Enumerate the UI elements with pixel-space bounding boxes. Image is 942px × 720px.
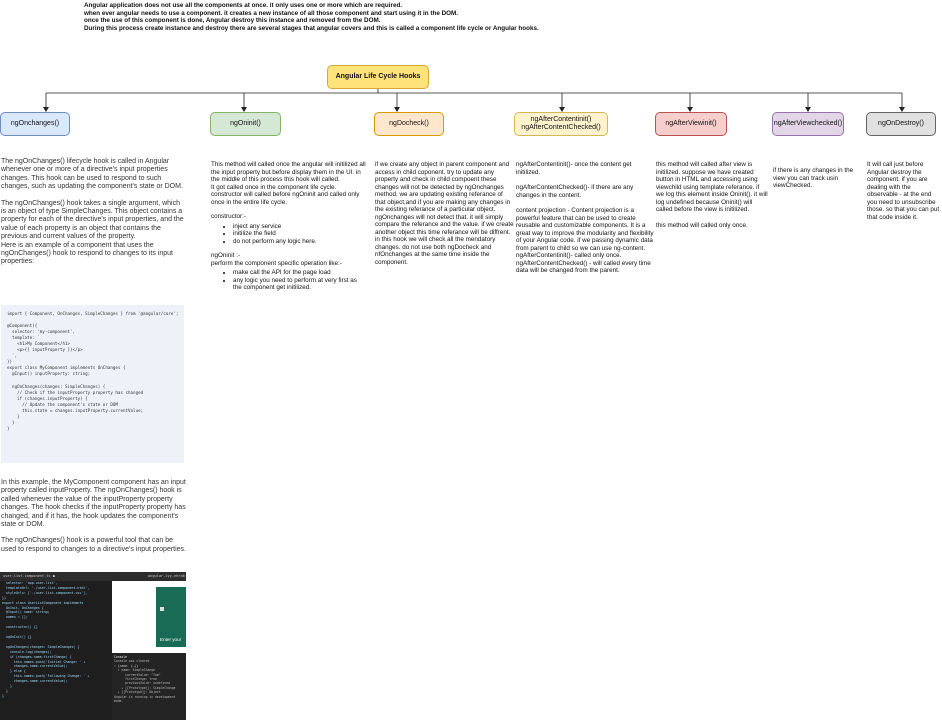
ide-console	[112, 653, 186, 720]
editor-line: styleUrls: ['./user-list.component.css'],	[2, 590, 88, 595]
console-line: ▸ [[Prototype]]: SimpleChange	[114, 685, 176, 690]
editor-line: templateUrl: './user-list.component.html',	[2, 585, 90, 590]
code-line: })	[7, 359, 13, 365]
paragraph: ngAfterContentChecked()- if there are any changes in the content.	[516, 184, 634, 199]
code-line: template: `	[7, 335, 40, 341]
paragraph: constructor will called before ngOninit and called only once in the entire life cycle.	[211, 191, 360, 206]
list-item: • inject any service	[233, 223, 367, 231]
intro-line: Angular application does not use all the components at once. it only uses one or more which are required.	[84, 2, 403, 9]
list-item: • do not perform any logic here.	[233, 238, 367, 246]
editor-line: console.log(changes);	[2, 649, 52, 654]
ide-preview	[112, 581, 186, 653]
console-line: firstChange: true	[114, 677, 157, 682]
code-line: @Input() inputProperty: string;	[7, 371, 91, 377]
ide-url: angular-ivy-nhrdb	[148, 574, 185, 578]
console-line: currentValue: "Tom"	[114, 672, 161, 677]
hook-node-ngafterviewchecked: ngAfterViewchecked()	[772, 112, 844, 136]
list-item: • make call the API for the page load	[233, 269, 367, 277]
console-line: Console was cleared	[114, 659, 150, 664]
console-line: Angular is running in development	[114, 694, 176, 699]
ide-tab[interactable]: user-list.component.ts ●	[3, 574, 55, 578]
console-line: previousValue: undefined	[114, 681, 170, 686]
code-line: }	[7, 419, 15, 425]
hook-node-ngonchanges: ngOnchanges()	[0, 112, 70, 136]
ide-editor[interactable]	[0, 581, 114, 720]
preview-panel	[156, 587, 186, 647]
ide-tab-bar	[0, 572, 186, 581]
intro-line: when ever angular needs to use a component. it creates a new instance of all those component and start using it in the DOM.	[84, 9, 459, 17]
preview-text: Enter your	[160, 637, 182, 642]
editor-line: constructor() {}	[2, 625, 38, 630]
intro-line: During this process create instance and destroy there are several stages that angular covers and this is called a component life cycle or Angular hooks.	[84, 24, 539, 32]
console-title: Console	[114, 655, 128, 659]
code-line: <p>{{ inputProperty }}</p>	[7, 347, 83, 353]
editor-line: names = [];	[2, 615, 28, 620]
afterviewinit-description	[656, 161, 768, 229]
code-line: `,	[7, 353, 18, 359]
console-line: ▾ {name: {…}}	[114, 663, 139, 668]
constructor-title: constructor:-	[211, 213, 246, 220]
oninit-description	[211, 161, 367, 294]
paragraph: if we create any object in parent component and access in child coponent. try to update any property and check in child compoent these changes will not be detected by ngOnchanges method. we are updating existing referance of that object,and if you are making any changes in the existing referance of a particular object. ngOnchanges will not detect that. it will simply compare the referance and the value. if we create another object this time referance will be diffrent. in this hook we will check all the mendatory changes. do not use both ngDocheck and nfOnchanges at the same time inside the component.	[375, 161, 514, 266]
editor-line: }	[2, 688, 8, 693]
code-line: }	[7, 413, 20, 419]
paragraph: The ngOnChanges() hook is a powerful tool that can be used to respond to changes to a directive's input properties.	[1, 537, 187, 553]
list-item: • initilize the field	[233, 230, 367, 238]
ide-screenshot	[0, 572, 186, 720]
editor-line: ngOnChanges(changes: SimpleChanges) {	[2, 644, 80, 649]
oninit-list	[211, 269, 367, 292]
code-line: // Update the component's state or DOM	[7, 401, 118, 407]
code-line: if (changes.inputProperty) {	[7, 395, 88, 401]
paragraph: It will call just before Angular destroy the component. if you are dealing with the observable - at the end you need to unsubscribe those. so that you can put that code inside it.	[867, 161, 940, 221]
aftercontent-description	[516, 161, 654, 275]
oninit-title: ngOninit :-	[211, 252, 241, 259]
editor-line: OnInit, OnChanges {	[2, 605, 44, 610]
paragraph: Here is an example of a component that uses the ngOnChanges() hook to respond to changes to its input properties:	[1, 241, 173, 266]
code-line: export class MyComponent implements OnChanges {	[7, 365, 126, 371]
paragraph: this method will called only once.	[656, 221, 748, 229]
console-line: mode.	[114, 699, 124, 704]
hook-label: ngAfterContentChecked()	[521, 124, 601, 131]
onchanges-description	[1, 158, 186, 267]
editor-line: if (changes.name.firstChange) {	[2, 654, 72, 659]
code-line: import { Component, OnChanges, SimpleChanges } from '@angular/core';	[7, 311, 179, 316]
paragraph: if there is any changes in the view you can track usin viewChecked.	[773, 167, 854, 189]
paragraph: This method will called once the angular will initilized all the input property but before display them in the UI. in the middle of this process this hook will called.	[211, 161, 366, 183]
intro-line: once the use of this component is done, Angular destroy this instance and removed from the DOM.	[84, 17, 381, 25]
code-example	[1, 305, 184, 463]
editor-line: } else {	[2, 669, 26, 674]
editor-line: export class UserListComponent implements	[2, 600, 84, 605]
hook-label: ngAfterContentinit()	[530, 115, 592, 123]
hook-node-ngoninit: ngOninit()	[210, 112, 281, 136]
editor-line: selector: 'app-user-list',	[2, 581, 58, 585]
editor-line: @Input() name: string;	[2, 610, 50, 615]
editor-line: this.names.push('Following Change: ' +	[2, 674, 90, 679]
editor-line: }	[2, 684, 12, 689]
code-line: }	[7, 425, 10, 431]
editor-line: this.names.push('Initial Change: ' +	[2, 659, 86, 664]
docheck-description	[375, 161, 515, 266]
hook-node-ngafterviewinit: ngAfterViewinit()	[655, 112, 727, 136]
paragraph: In this example, the MyComponent component has an input property called inputProperty. The ngOnChanges() hook is called whenever the value of the inputProperty property changes. The hook checks if the inputProperty property has changed, and if it has, the hook updates the component's state or DOM.	[1, 479, 186, 529]
ondestroy-description	[867, 161, 941, 221]
console-line: ▸ [[Prototype]]: Object	[114, 690, 161, 695]
afterviewchecked-description	[773, 167, 863, 190]
editor-line: ngOnInit() {}	[2, 634, 32, 639]
paragraph: this method will called after view is initilized. suppose we have created button in HTML and accessing using viewchild using template referance. if we log this element inside Oninit(). it will log undefined because Oninit() will called before the view is initilized.	[656, 161, 768, 213]
editor-line: }	[2, 693, 4, 698]
constructor-list	[211, 223, 367, 246]
hook-node-ngaftercontent	[514, 112, 608, 136]
code-line: this.state = changes.inputProperty.currentValue;	[7, 407, 144, 413]
broken-image-icon	[160, 607, 164, 611]
list-item: • any logic you need to perform at very first as the component get initilized.	[233, 277, 367, 292]
editor-line: })	[2, 595, 6, 600]
hook-node-ngondestroy: ngOnDestroy()	[866, 112, 936, 136]
paragraph: ngAfterContentinit()- once the content get initilized.	[516, 161, 632, 176]
paragraph: The ngOnChanges() hook takes a single argument, which is an object of type SimpleChanges. This object contains a property for each of the directive's input properties, and the value of each property is an object that contains the previous and current values of the property.	[1, 199, 184, 241]
code-line: @Component({	[7, 323, 38, 329]
oninit-subtitle: perform the component specific operation like:-	[211, 259, 342, 267]
code-line: // Check if the inputProperty property has changed	[7, 389, 144, 395]
editor-line: changes.name.currentValue);	[2, 664, 68, 669]
paragraph: The ngOnChanges() lifecycle hook is called in Angular whenever one or more of a directive's input properties changes. This hook can be used to respond to such changes, such as updating the component's state or DOM.	[1, 158, 183, 191]
editor-line: changes.name.currentValue);	[2, 679, 68, 684]
code-line: selector: 'my-component',	[7, 329, 76, 335]
code-line: <h1>My Component</h1>	[7, 341, 71, 347]
paragraph: It got called once in the component life cycle.	[211, 183, 337, 191]
code-line: ngOnChanges(changes: SimpleChanges) {	[7, 383, 106, 389]
root-node: Angular Life Cycle Hooks	[327, 65, 429, 89]
paragraph: content projection - Content projection is a powerful feature that can be used to create reusable and customizable components. It is a great way to improve the modularity and flexibility of your Angular code. if we passing dynamic data from parent to child so we can use ng-content. ngAfterContentinit()- called only once. ngAfterContentChecked() - will called every time data will be changed from the parent.	[516, 207, 654, 274]
onchanges-explanation	[1, 479, 187, 554]
hook-node-ngdocheck: ngDocheck()	[374, 112, 444, 136]
console-line: ▾ name: SimpleChange	[114, 668, 155, 673]
